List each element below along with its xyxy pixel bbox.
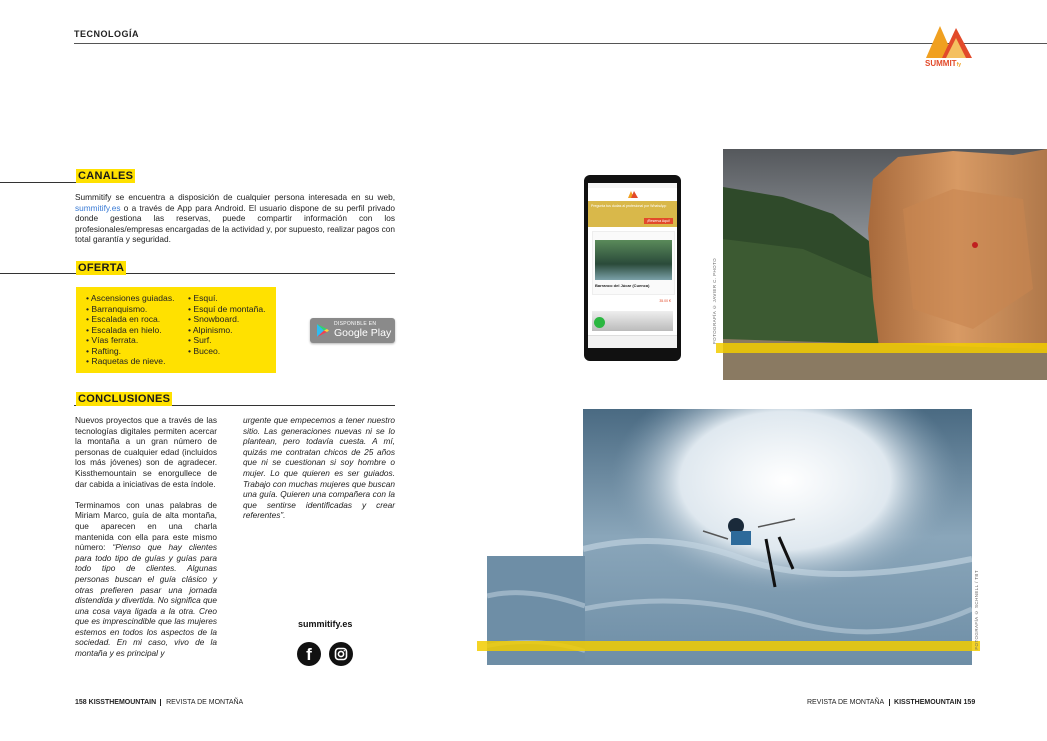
oferta-heading: OFERTA <box>78 262 125 274</box>
conclusiones-col2: urgente que empecemos a tener nuestro sitio. Las generaciones nuevas ni se lo plantean, pero todavía cuesta. A mí, quizás me contratan chicos de 25 años que ni se cuestionan si soy hombre o mujer. Lo que quieren es ser guiados. Trabajo con muchas mujeres que buscan una guía. Quieren una compañera con la que sentirse identificadas y crear referentes”. <box>243 415 395 521</box>
canales-heading: CANALES <box>78 170 134 182</box>
list-item: • Esquí. <box>188 293 218 303</box>
page-number-right: 159 <box>963 699 976 706</box>
list-item: • Barranquismo. <box>86 303 148 314</box>
card-photo <box>595 240 672 280</box>
yellow-stripe-2 <box>477 641 980 651</box>
facebook-icon[interactable]: f <box>297 642 321 666</box>
footer-mag-right: REVISTA DE MONTAÑA <box>807 699 890 706</box>
website-link[interactable]: summitify.es <box>298 619 353 629</box>
list-item: • Surf. <box>188 335 212 345</box>
whatsapp-icon[interactable] <box>594 317 605 328</box>
conclusiones-heading: CONCLUSIONES <box>78 393 171 405</box>
oferta-box <box>76 287 276 373</box>
footer-brand-right: KISSTHEMOUNTAIN <box>894 699 962 706</box>
logo-text <box>925 59 961 68</box>
footer-left <box>75 699 243 706</box>
list-item: • Buceo. <box>188 345 221 356</box>
oferta-list-2 <box>188 293 266 356</box>
card-title: Barranco del Júcar (Cuenca) <box>595 283 650 288</box>
page-number-left: 158 <box>75 699 87 706</box>
footer-mag-left: REVISTA DE MONTAÑA <box>160 699 243 706</box>
phone-banner-text: Pregunta tus dudas al profesional por WhatsApp <box>591 204 667 208</box>
google-play-label: Google Play <box>334 327 392 339</box>
list-item: • Snowboard. <box>188 314 240 324</box>
conclusiones-p1: Nuevos proyectos que a través de las tecnologías digitales permiten acercar la montaña a un gran número de personas de cualquier edad (incluidos los más jóvenes) son de agradecer. Kissthemountain se enorgullece de dar cabida a iniciativas de esta índole. <box>75 415 217 489</box>
footer-brand-left: KISSTHEMOUNTAIN <box>88 699 157 706</box>
list-item: • Ascensiones guiadas. <box>86 293 175 303</box>
list-item: • Alpinismo. <box>188 324 233 335</box>
oferta-rule <box>0 273 395 274</box>
logo-name: SUMMIT <box>925 59 957 68</box>
canales-paragraph <box>75 192 395 245</box>
instagram-icon[interactable] <box>329 642 353 666</box>
list-item: • Esquí de montaña. <box>188 303 266 314</box>
summitify-link[interactable]: summitify.es <box>75 202 121 213</box>
card-price: 35.00 € <box>659 299 671 303</box>
list-item: • Escalada en roca. <box>86 314 161 324</box>
oferta-list-1 <box>86 293 175 367</box>
footer-right <box>807 699 975 706</box>
photo-credit-1: FOTOGRAFÍA © JAVIER C. PHOTO <box>712 258 717 344</box>
list-item: • Raquetas de nieve. <box>86 356 166 366</box>
play-store-icon <box>316 323 330 338</box>
yellow-stripe-1 <box>716 343 1047 353</box>
header-rule <box>74 43 1047 44</box>
reserve-button[interactable]: ¡Reserva Aquí! <box>644 218 673 224</box>
google-play-badge[interactable] <box>310 318 395 343</box>
conclusiones-p2: Terminamos con unas palabras de Miriam Marco, guía de alta montaña, que aparecen en una charla mantenida con ella para este mismo número: <box>75 499 217 553</box>
photo-credit-2: FOTOGRAFÍA © SCHNELL / TBT <box>974 570 979 650</box>
canales-text-b: o a través de App para Android. El usuario dispone de su perfil privado donde gestiona las reservas, puede compartir información con los profesionales/empresas encargadas de la actividad y, por supuesto, realizar pagos con total garantía y seguridad. <box>75 202 395 245</box>
google-play-small-label: DISPONIBLE EN <box>334 321 377 327</box>
section-label: TECNOLOGÍA <box>74 29 139 39</box>
phone-screen <box>588 183 677 348</box>
skier-photo <box>583 409 972 665</box>
list-item: • Escalada en hielo. <box>86 324 162 335</box>
app-logo-icon <box>628 190 638 198</box>
list-item: • Rafting. <box>86 345 122 356</box>
phone-banner <box>588 201 677 227</box>
logo-suffix: fy <box>956 62 962 68</box>
canales-text-a: Summitify se encuentra a disposición de cualquier persona interesada en su web, <box>75 192 395 202</box>
conclusiones-quote-a: “Pienso que hay clientes para todo tipo de guías y guías para todo tipo de clientes. Algunas personas buscan el guía clásico y otras prefieren pasar una jornada distendida y divertida. No significa que una cosa vaya ligada a la otra. Creo que es imprescindible que las mujeres estemos en todos los aspectos de la sociedad. En mi caso, vivo de la montaña y es principal y <box>75 542 217 659</box>
conclusiones-col1 <box>75 415 217 659</box>
phone-mockup <box>584 175 681 361</box>
list-item: • Vías ferrata. <box>86 335 139 345</box>
